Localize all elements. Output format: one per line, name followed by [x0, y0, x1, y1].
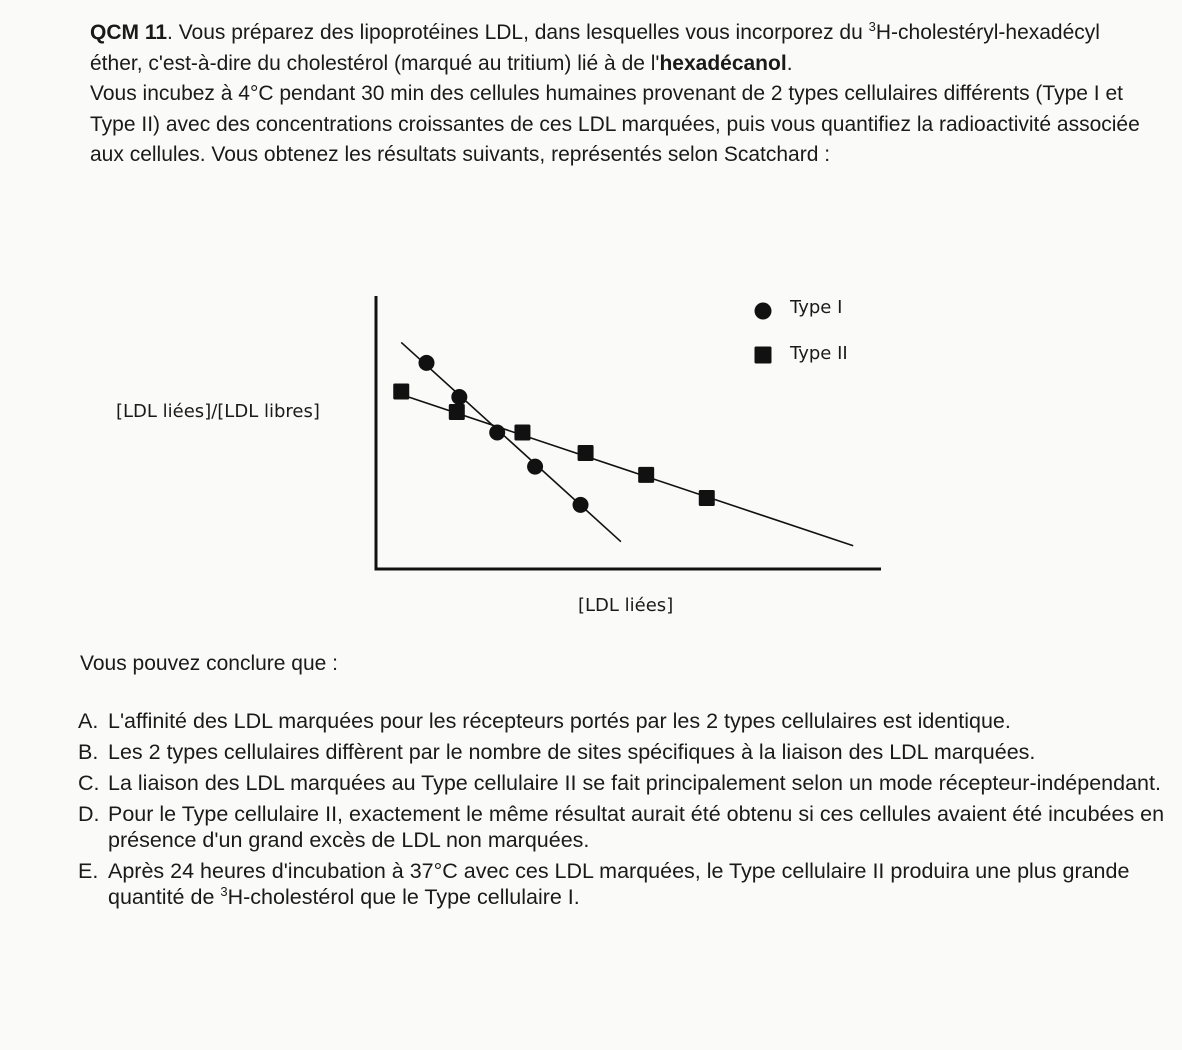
fit-line-type-i — [401, 342, 621, 541]
legend-marker-type-i — [755, 303, 772, 320]
intro-text-1: . Vous préparez des lipoprotéines LDL, dans lesquelles vous incorporez du — [167, 21, 869, 44]
data-point-type-i — [527, 459, 543, 475]
x-axis-label: [LDL liées] — [578, 595, 674, 616]
intro-text-3: . — [786, 51, 793, 75]
intro-text-2: H-cholestéryl-hexadécyl éther, c'est-à-dire du cholestérol (marqué au tritium) lié à de l' — [90, 21, 1100, 75]
option-text: Les 2 types cellulaires diffèrent par le nombre de sites spécifiques à la liaison des LDL marquées. — [108, 740, 1036, 764]
legend-label-type-1: Type I — [790, 297, 843, 318]
legend-marker-type-ii — [755, 347, 772, 364]
conclusion-prompt: Vous pouvez conclure que : — [80, 652, 339, 675]
data-point-type-ii — [449, 404, 465, 420]
option-c[interactable] — [78, 770, 1168, 796]
legend-label-type-2: Type II — [790, 343, 848, 364]
data-point-type-i — [489, 425, 505, 441]
option-letter: B. — [78, 740, 99, 764]
option-d[interactable] — [78, 801, 1168, 853]
option-b[interactable] — [78, 739, 1168, 765]
y-axis-label: [LDL liées]/[LDL libres] — [116, 401, 320, 422]
data-point-type-ii — [393, 384, 409, 400]
option-text: Pour le Type cellulaire II, exactement le même résultat aurait été obtenu si ces cellules avaient été incubées en présence d'un grand excès de LDL non marquées. — [108, 802, 1165, 852]
option-letter: D. — [78, 802, 100, 826]
data-point-type-i — [419, 355, 435, 371]
option-a[interactable] — [78, 708, 1168, 734]
tritium-superscript: 3 — [868, 19, 876, 34]
question-label: QCM 11 — [90, 21, 168, 44]
data-point-type-ii — [699, 490, 715, 506]
option-text-after: H-cholestérol que le Type cellulaire I. — [227, 885, 580, 909]
hexadecanol-term: hexadécanol — [659, 51, 787, 75]
option-text: L'affinité des LDL marquées pour les récepteurs portés par les 2 types cellulaires est identique. — [108, 709, 1011, 733]
option-letter: C. — [78, 771, 100, 795]
option-letter: E. — [78, 859, 99, 883]
data-point-type-ii — [638, 467, 654, 483]
option-e[interactable] — [78, 858, 1168, 910]
question-paragraph-2: Vous incubez à 4°C pendant 30 min des cellules humaines provenant de 2 types cellulaires différents (Type I et Type II) avec des concentrations croissantes de ces LDL marquées, puis vous quantifiez la radioactivité associée aux cellules. Vous obtenez les résultats suivants, représentés selon Scatchard : — [90, 82, 1140, 166]
answer-options — [78, 708, 1168, 915]
data-point-type-i — [451, 389, 467, 405]
option-text: La liaison des LDL marquées au Type cellulaire II se fait principalement selon un mode récepteur-indépendant. — [108, 771, 1161, 795]
data-point-type-ii — [578, 445, 594, 461]
option-letter: A. — [78, 709, 99, 733]
data-point-type-i — [573, 497, 589, 513]
data-point-type-ii — [514, 425, 530, 441]
tritium-superscript: 3 — [220, 884, 228, 899]
option-text-before: Après 24 heures d'incubation à 37°C avec ces LDL marquées, le Type cellulaire II produira une plus grande quantité de — [108, 859, 1130, 909]
